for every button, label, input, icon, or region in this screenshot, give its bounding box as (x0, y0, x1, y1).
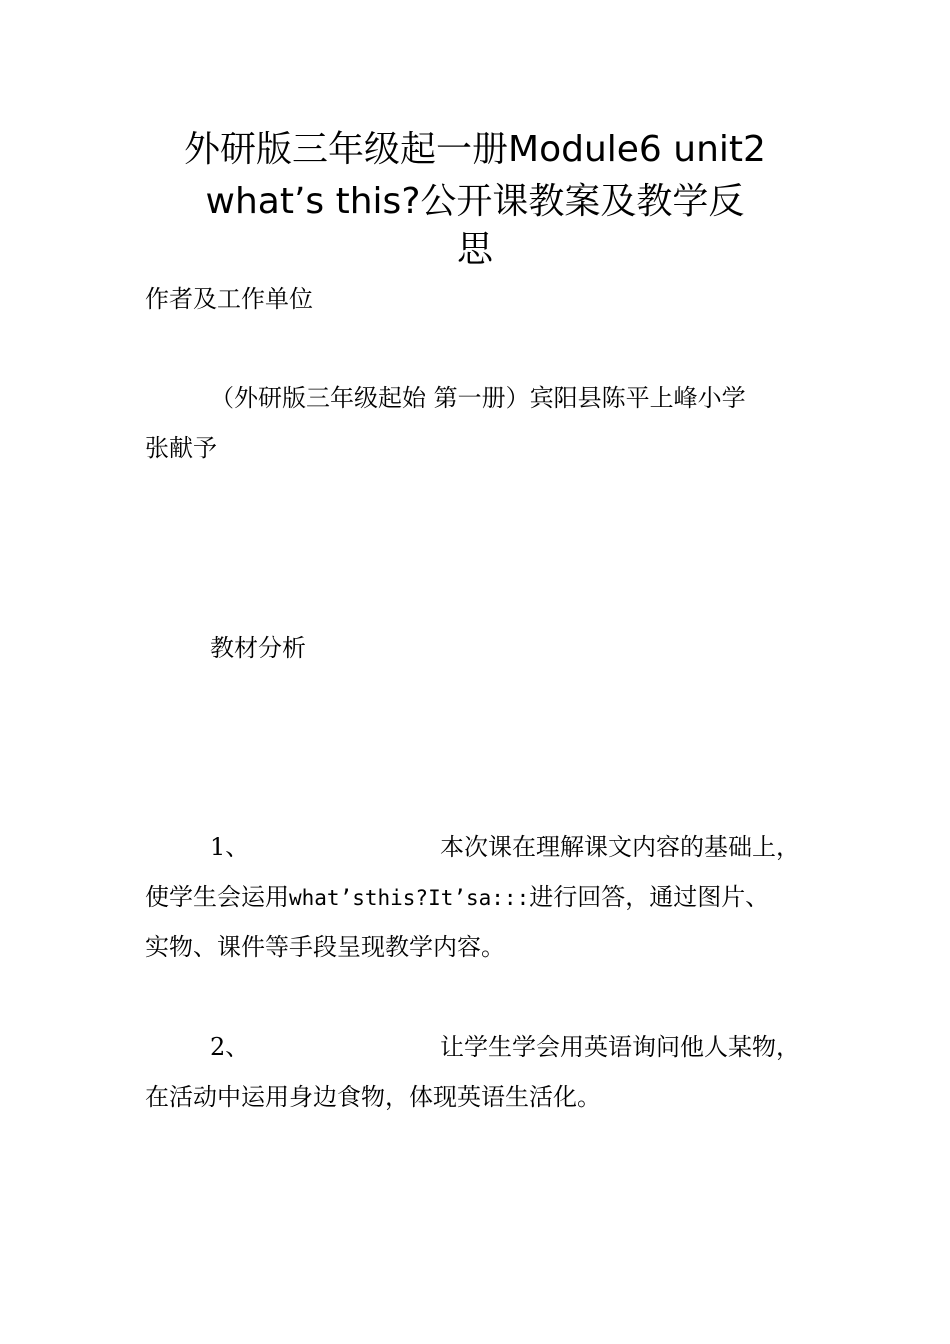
document-title-line-1: 外研版三年级起一册Module6 unit2 (184, 129, 766, 170)
document-title-line-2: what’s this?公开课教案及教学反 (205, 181, 745, 222)
document-title-line-3: 思 (456, 229, 493, 270)
affiliation-line-1: （外研版三年级起始 第一册）宾阳县陈平上峰小学 (210, 384, 746, 412)
list-item-1-line-3: 实物、课件等手段呈现教学内容。 (145, 933, 505, 961)
list-item-2-number: 2、 (210, 1033, 250, 1061)
section-heading: 教材分析 (210, 634, 306, 662)
list-item-2-line-2: 在活动中运用身边食物，体现英语生活化。 (145, 1083, 601, 1111)
list-item-1-line-2-text-b: 进行回答，通过图片、 (529, 883, 770, 911)
list-item-1-line-1: 本次课在理解课文内容的基础上， (440, 833, 800, 861)
list-item-1-number: 1、 (210, 833, 250, 861)
list-item-2-line-1: 让学生学会用英语询问他人某物， (440, 1033, 800, 1061)
list-item-1-line-2 (145, 881, 769, 914)
author-label: 作者及工作单位 (145, 285, 313, 313)
affiliation-line-2: 张献予 (145, 434, 217, 462)
list-item-1-line-2-text-a: 使学生会运用 (145, 883, 289, 911)
list-item-1-line-2-code: what’sthis?It’sa::: (289, 886, 530, 910)
